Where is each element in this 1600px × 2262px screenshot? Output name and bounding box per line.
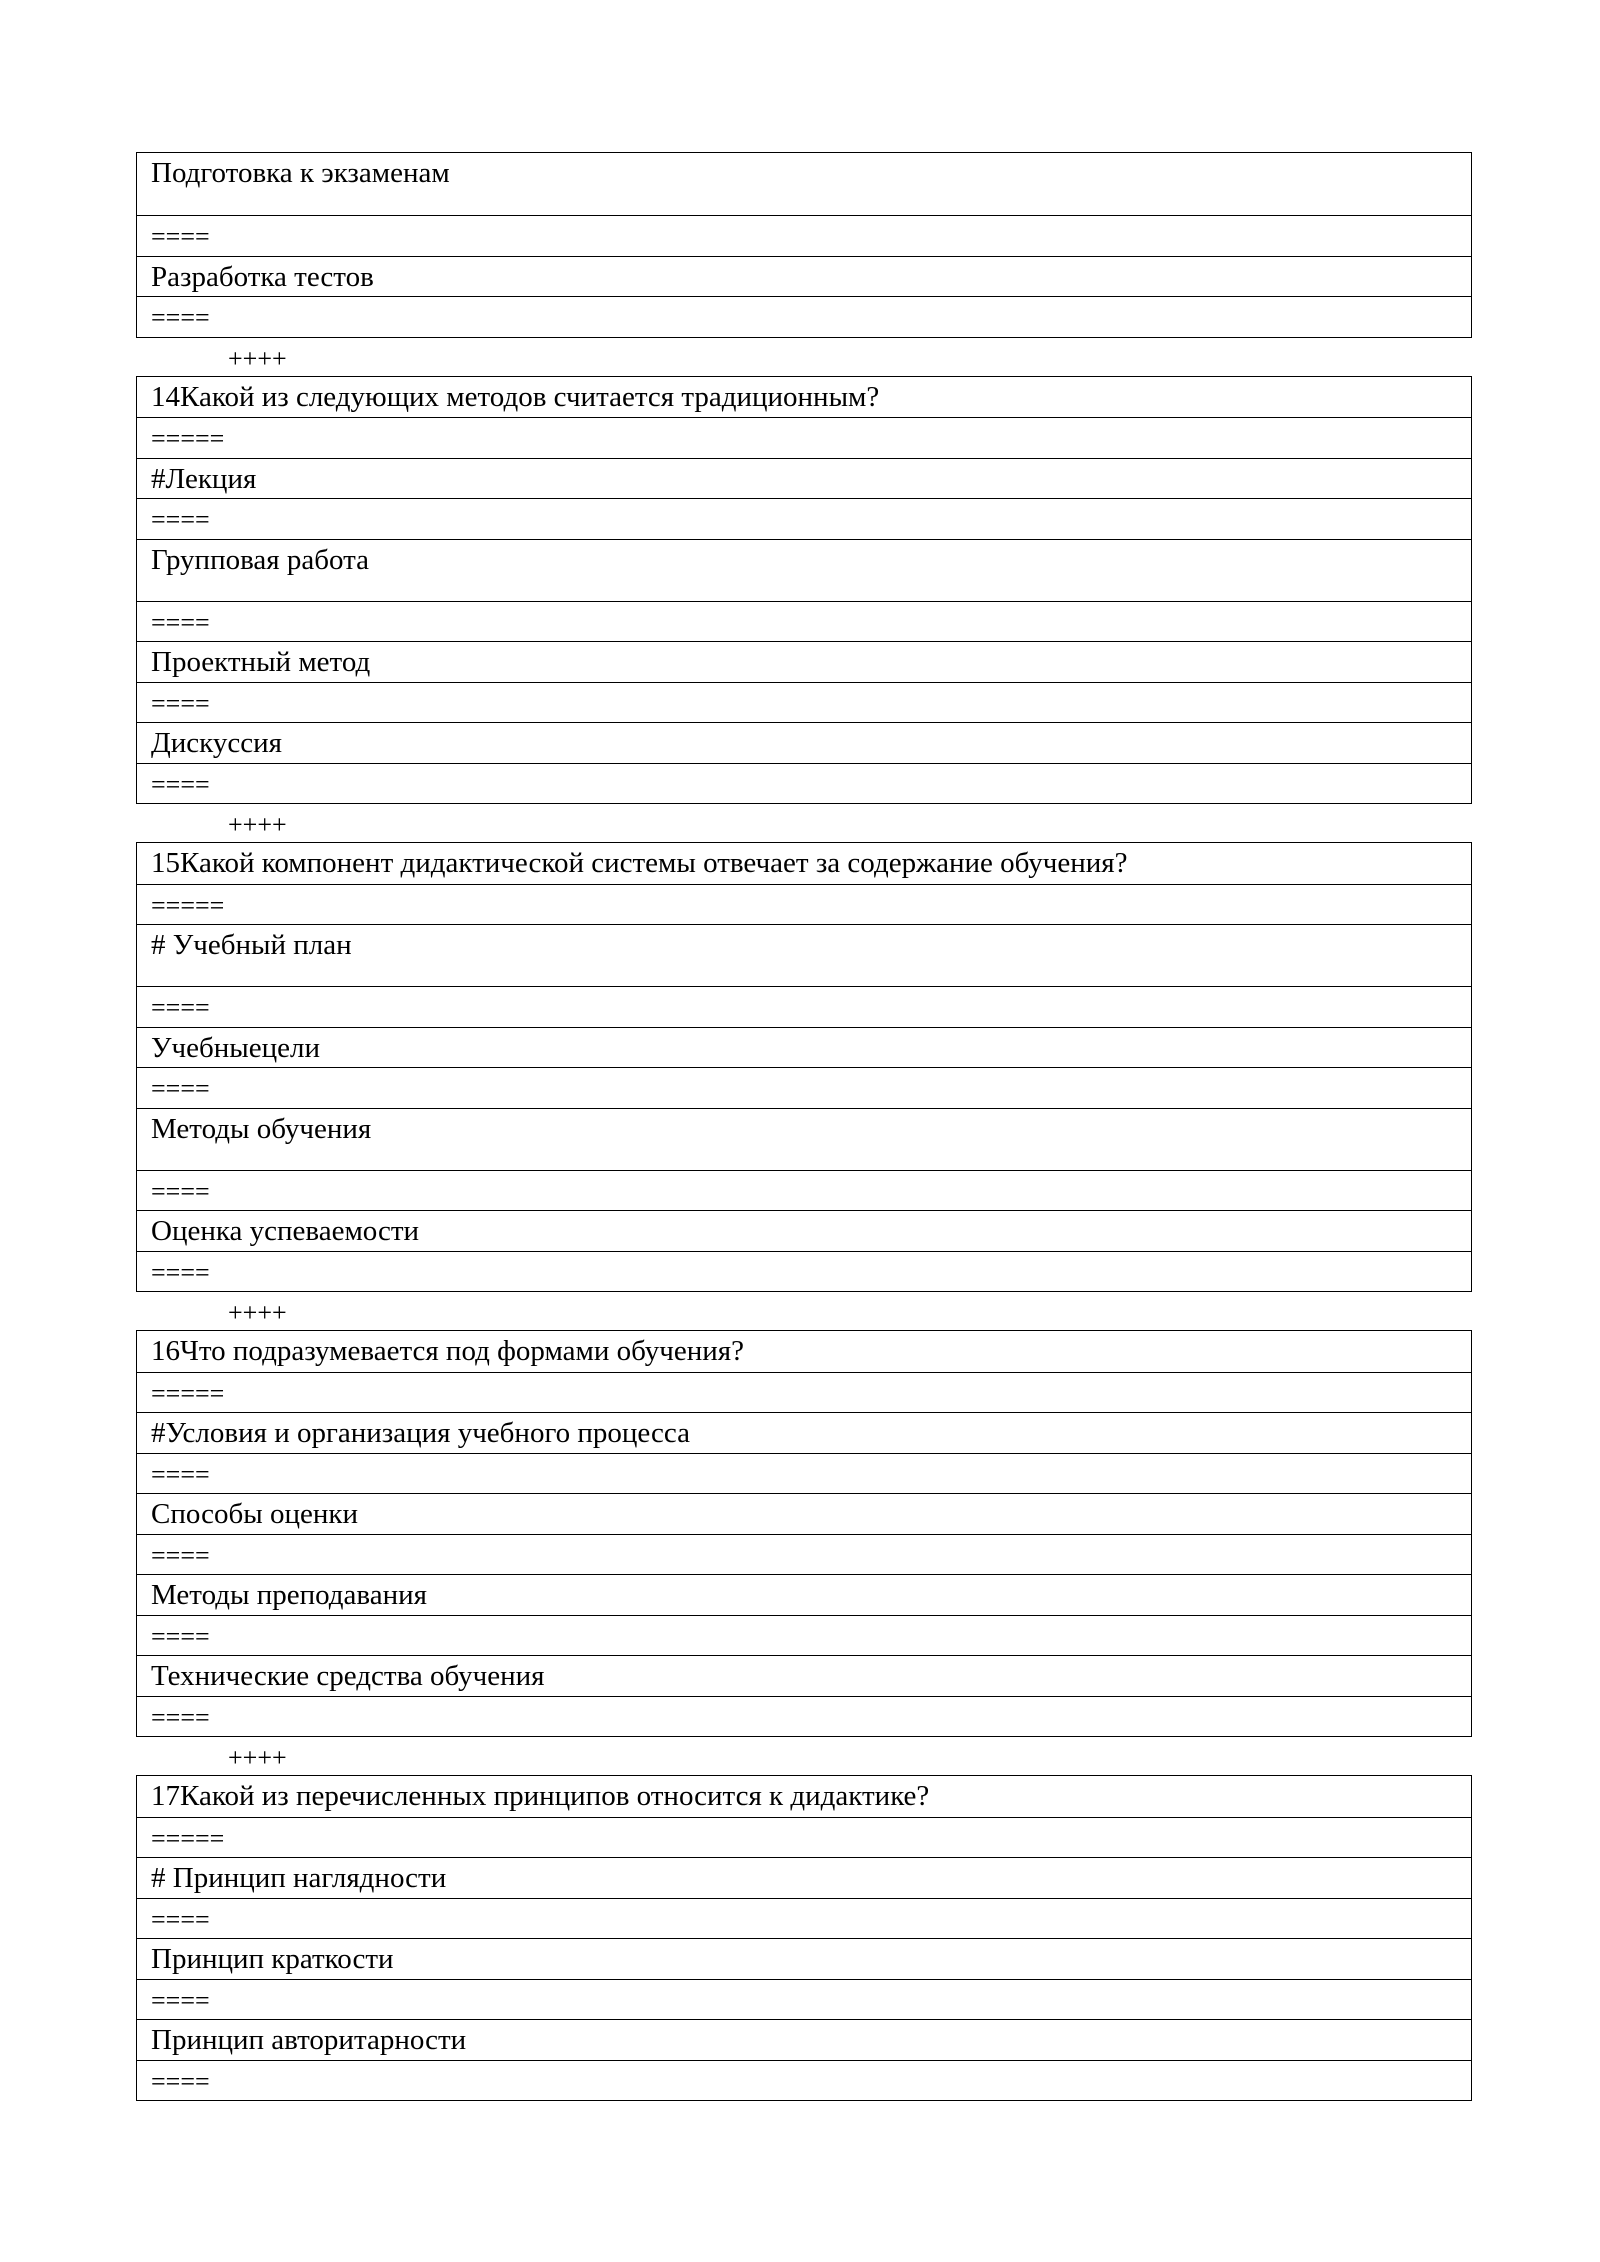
question-text: 15Какой компонент дидактической системы отвечает за содержание обучения?	[151, 847, 1128, 879]
answer-option: Принцип краткости	[137, 1938, 1471, 1979]
row-delimiter: ====	[137, 763, 1471, 804]
row-delimiter: =====	[137, 1372, 1471, 1413]
question-separator: ++++	[228, 1743, 287, 1772]
row-delimiter: ====	[137, 1170, 1471, 1211]
question-text: 17Какой из перечисленных принципов относится к дидактике?	[151, 1780, 930, 1812]
row-delimiter: =====	[137, 884, 1471, 925]
answer-option: Способы оценки	[137, 1493, 1471, 1534]
answer-option: Методы обучения	[137, 1108, 1471, 1170]
answer-option: Методы преподавания	[137, 1574, 1471, 1615]
question-text: 16Что подразумевается под формами обучения?	[151, 1335, 744, 1367]
answer-option: Дискуссия	[137, 722, 1471, 763]
answer-option: Разработка тестов	[137, 256, 1471, 297]
question-table	[136, 376, 1472, 805]
answer-option: Учебныецели	[137, 1027, 1471, 1068]
question-separator: ++++	[228, 1298, 287, 1327]
row-delimiter: ====	[137, 296, 1471, 337]
correct-answer-option: #Лекция	[137, 458, 1471, 499]
row-delimiter: ====	[137, 682, 1471, 723]
question-text: 14Какой из следующих методов считается традиционным?	[151, 380, 880, 413]
question-table	[136, 1775, 1472, 2101]
row-delimiter: ====	[137, 1534, 1471, 1575]
row-delimiter: ====	[137, 215, 1471, 256]
document-page	[136, 152, 1472, 2101]
row-delimiter: ====	[137, 1979, 1471, 2020]
row-delimiter: =====	[137, 417, 1471, 458]
row-delimiter: =====	[137, 1817, 1471, 1858]
answer-option: Проектный метод	[137, 641, 1471, 682]
row-delimiter: ====	[137, 1251, 1471, 1292]
row-delimiter: ====	[137, 1898, 1471, 1939]
row-delimiter: ====	[137, 1067, 1471, 1108]
correct-answer-option: # Принцип наглядности	[137, 1857, 1471, 1898]
row-delimiter: ====	[137, 1696, 1471, 1737]
correct-answer-option: # Учебный план	[137, 924, 1471, 986]
row-delimiter: ====	[137, 1615, 1471, 1656]
answer-option: Технические средства обучения	[137, 1655, 1471, 1696]
row-delimiter: ====	[137, 601, 1471, 642]
question-table	[136, 1330, 1472, 1737]
row-delimiter: ====	[137, 498, 1471, 539]
answer-option: Оценка успеваемости	[137, 1210, 1471, 1251]
row-delimiter: ====	[137, 986, 1471, 1027]
answer-option: Принцип авторитарности	[137, 2019, 1471, 2060]
answer-option: Подготовка к экзаменам	[151, 157, 450, 189]
question-separator: ++++	[228, 810, 287, 839]
question-table	[136, 842, 1472, 1292]
answer-table-continued	[136, 152, 1472, 338]
row-delimiter: ====	[137, 2060, 1471, 2101]
row-delimiter: ====	[137, 1453, 1471, 1494]
correct-answer-option: #Условия и организация учебного процесса	[137, 1412, 1471, 1453]
question-separator: ++++	[228, 343, 287, 373]
answer-option: Групповая работа	[137, 539, 1471, 601]
